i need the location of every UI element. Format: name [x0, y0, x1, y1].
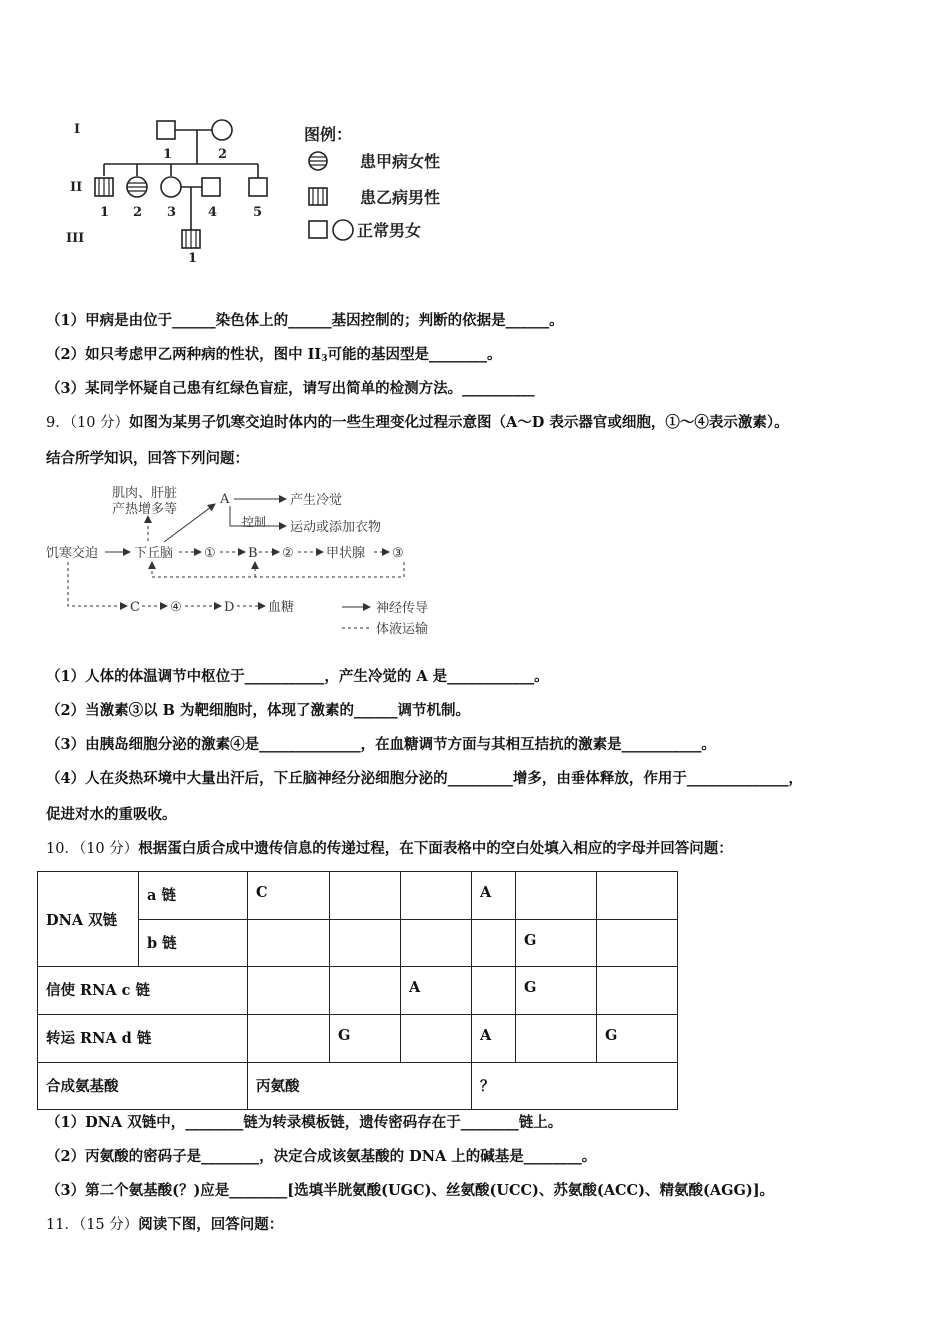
diag-start: 饥寒交迫 [46, 546, 99, 561]
diag-hormone-2: ② [282, 546, 294, 561]
III1-num: 1 [188, 251, 198, 266]
q8-part2-sub: 3 [321, 354, 328, 364]
diag-muscle-1: 肌肉、肝脏 [112, 486, 178, 501]
q9-part4: （4）人在炎热环境中大量出汗后，下丘脑神经分泌细胞分泌的_________增多，由垂体释放，作用于______________， [46, 770, 803, 787]
q9-stem-text: 如图为某男子饥寒交迫时体内的一些生理变化过程示意图（A～D 表示器官或细胞，①～④表示激素）。 [129, 414, 789, 431]
II1-num: 1 [100, 205, 110, 220]
diag-C: C [130, 600, 140, 615]
II2-num: 2 [133, 205, 143, 220]
cell-d-2: G [330, 1015, 401, 1063]
II5-num: 5 [253, 205, 263, 220]
cell-a-6 [597, 872, 678, 920]
diag-hormone-4: ④ [170, 600, 182, 615]
amino-acid-label: 合成氨基酸 [38, 1063, 248, 1110]
q9-part3: （3）由胰岛细胞分泌的激素④是______________，在血糖调节方面与其相互拮抗的激素是___________。 [46, 736, 716, 753]
diag-hormone-1: ① [204, 546, 216, 561]
legend-disease-a-label: 患甲病女性 [360, 152, 441, 171]
diag-action: 运动或添加衣物 [290, 520, 382, 535]
legend-normal-male-icon [309, 221, 327, 238]
q9-number: 9． [46, 415, 70, 431]
q11-score: （15 分） [78, 1217, 139, 1233]
q10-number: 10． [46, 841, 79, 857]
diag-legend-neural: 神经传导 [376, 601, 429, 616]
diag-hormone-3: ③ [392, 546, 404, 561]
cell-c-2 [330, 967, 401, 1015]
q9-regulation-diagram [44, 480, 464, 640]
II3-female-normal [161, 177, 181, 197]
cell-d-5 [516, 1015, 597, 1063]
strand-a-label: a 链 [139, 872, 248, 920]
diag-blood-sugar: 血糖 [268, 600, 295, 615]
cell-b-5: G [516, 920, 597, 967]
cell-a-2 [330, 872, 401, 920]
q8-part3: （3）某同学怀疑自己患有红绿色盲症，请写出简单的检测方法。__________ [46, 380, 535, 397]
II3-num: 3 [167, 205, 177, 220]
cell-d-1 [248, 1015, 330, 1063]
trna-label: 转运 RNA d 链 [38, 1015, 248, 1063]
cell-d-3 [401, 1015, 472, 1063]
II4-male-normal [202, 178, 220, 196]
cell-c-1 [248, 967, 330, 1015]
q8-part2-a: （2）如只考虑甲乙两种病的性状，图中 II [46, 346, 322, 363]
q9-score: （10 分） [69, 415, 130, 431]
q8-part2 [46, 345, 501, 369]
diag-A: A [220, 492, 230, 507]
cell-d-4: A [472, 1015, 516, 1063]
diag-D: D [224, 600, 235, 615]
cell-b-6 [597, 920, 678, 967]
q9-part4-cont: 促进对水的重吸收。 [46, 806, 177, 823]
cell-c-5: G [516, 967, 597, 1015]
diag-hypothalamus: 下丘脑 [134, 546, 174, 561]
cell-b-1 [248, 920, 330, 967]
gen-III-label: III [66, 231, 85, 246]
cell-b-3 [401, 920, 472, 967]
cell-a-3 [401, 872, 472, 920]
cell-c-6 [597, 967, 678, 1015]
q9-stem-line2: 结合所学知识，回答下列问题： [46, 450, 249, 467]
I1-male-normal [157, 121, 175, 139]
q11-number: 11． [46, 1217, 79, 1233]
q11-stem-text: 阅读下图，回答问题： [138, 1216, 284, 1233]
cell-a-5 [516, 872, 597, 920]
q9-part1: （1）人体的体温调节中枢位于___________，产生冷觉的 A 是____________。 [46, 668, 549, 685]
amino-acid-alanine: 丙氨酸 [248, 1063, 472, 1110]
diag-B: B [248, 546, 258, 561]
q9-stem [46, 413, 789, 433]
diag-cold: 产生冷觉 [290, 493, 343, 508]
II5-male-normal [249, 178, 267, 196]
cell-b-2 [330, 920, 401, 967]
gen-II-label: II [70, 180, 83, 195]
cell-a-1: C [248, 872, 330, 920]
genetic-info-table [37, 871, 678, 1110]
diag-legend-fluid: 体液运输 [376, 622, 429, 637]
q10-score: （10 分） [78, 841, 139, 857]
mrna-label: 信使 RNA c 链 [38, 967, 248, 1015]
q10-part3: （3）第二个氨基酸(？)应是________[选填半胱氨酸(UGC)、丝氨酸(UCC)、苏氨酸(ACC)、精氨酸(AGG)]。 [46, 1182, 775, 1199]
II4-num: 4 [208, 205, 218, 220]
dna-double-strand-header: DNA 双链 [38, 872, 139, 967]
pedigree-chart [60, 110, 480, 270]
diag-thyroid: 甲状腺 [326, 546, 366, 561]
I2-num: 2 [218, 147, 228, 162]
q10-stem-text: 根据蛋白质合成中遗传信息的传递过程，在下面表格中的空白处填入相应的字母并回答问题： [138, 840, 733, 857]
cell-c-4 [472, 967, 516, 1015]
cell-b-4 [472, 920, 516, 967]
legend-normal-female-icon [333, 220, 353, 240]
I2-female-normal [212, 120, 232, 140]
q10-part1: （1）DNA 双链中，________链为转录模板链，遗传密码存在于________链上。 [46, 1114, 563, 1131]
strand-b-label: b 链 [139, 920, 248, 967]
q8-part2-b: 可能的基因型是________。 [327, 346, 502, 363]
I1-num: 1 [163, 147, 173, 162]
cell-d-6: G [597, 1015, 678, 1063]
gen-I-label: I [74, 122, 81, 137]
amino-acid-unknown: ？ [472, 1063, 678, 1110]
cell-a-4: A [472, 872, 516, 920]
q8-part1: （1）甲病是由位于______染色体上的______基因控制的；判断的依据是______。 [46, 312, 564, 329]
q9-part2: （2）当激素③以 B 为靶细胞时，体现了激素的______调节机制。 [46, 702, 470, 719]
legend-disease-b-label: 患乙病男性 [360, 188, 441, 207]
legend-normal-label: 正常男女 [357, 221, 422, 240]
diag-muscle-2: 产热增多等 [112, 502, 178, 517]
q10-part2: （2）丙氨酸的密码子是________，决定合成该氨基酸的 DNA 上的碱基是________。 [46, 1148, 597, 1165]
diag-control: 控制 [242, 515, 267, 529]
cell-c-3: A [401, 967, 472, 1015]
q11-stem [46, 1215, 283, 1235]
legend-title: 图例： [304, 125, 353, 144]
q10-stem [46, 839, 733, 859]
